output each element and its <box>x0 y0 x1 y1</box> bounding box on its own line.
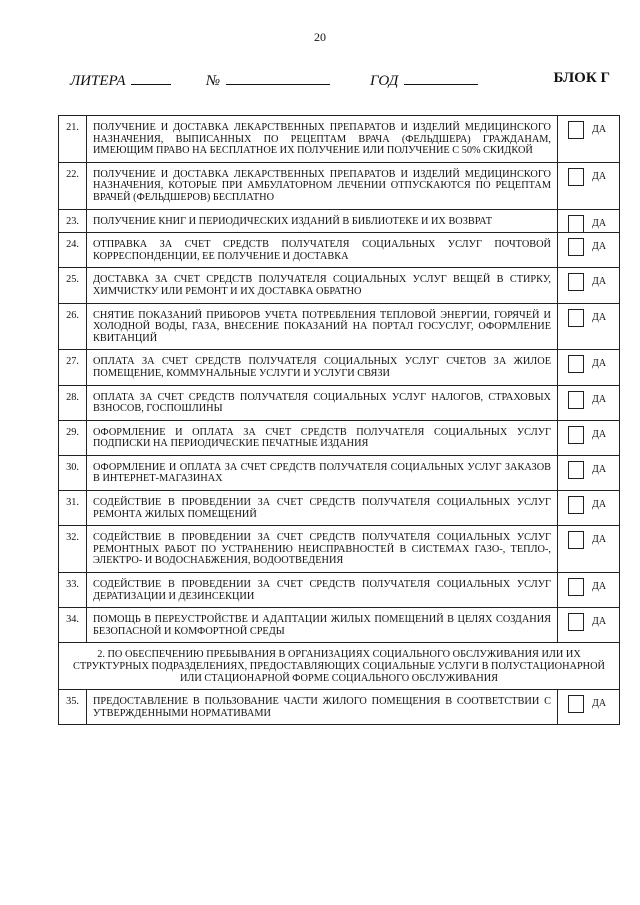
year-field[interactable] <box>370 70 478 90</box>
row-number: 23. <box>59 209 87 233</box>
yes-checkbox[interactable] <box>568 273 584 291</box>
row-checkbox-cell <box>558 573 620 608</box>
row-service-text: ОФОРМЛЕНИЕ И ОПЛАТА ЗА СЧЕТ СРЕДСТВ ПОЛУЧАТЕЛЯ СОЦИАЛЬНЫХ УСЛУГ ПОДПИСКИ НА ПЕРИОДИЧЕСКИЕ ПЕЧАТНЫЕ ИЗДАНИЯ <box>87 420 558 455</box>
yes-label: ДА <box>592 393 607 405</box>
yes-checkbox[interactable] <box>568 531 584 549</box>
yes-label: ДА <box>592 170 607 182</box>
yes-checkbox[interactable] <box>568 168 584 186</box>
yes-label: ДА <box>592 311 607 323</box>
block-label: БЛОК Г <box>553 70 610 86</box>
services-table <box>58 115 620 725</box>
table-row <box>59 420 620 455</box>
yes-label: ДА <box>592 217 607 229</box>
table-row <box>59 303 620 350</box>
row-number: 35. <box>59 690 87 725</box>
row-number: 31. <box>59 491 87 526</box>
row-checkbox-cell <box>558 233 620 268</box>
year-label: ГОД <box>370 73 399 89</box>
yes-label: ДА <box>592 358 607 370</box>
row-service-text: СОДЕЙСТВИЕ В ПРОВЕДЕНИИ ЗА СЧЕТ СРЕДСТВ ПОЛУЧАТЕЛЯ СОЦИАЛЬНЫХ УСЛУГ ДЕРАТИЗАЦИИ И ДЕЗИНСЕКЦИИ <box>87 573 558 608</box>
row-service-text: ПОЛУЧЕНИЕ И ДОСТАВКА ЛЕКАРСТВЕННЫХ ПРЕПАРАТОВ И ИЗДЕЛИЙ МЕДИЦИНСКОГО НАЗНАЧЕНИЯ, ВЫПИСАННЫХ ПО РЕЦЕПТАМ ВРАЧА (ФЕЛЬДШЕРА) ГРАЖДАНАМ, ИМЕЮЩИМ ПРАВО НА БЕСПЛАТНОЕ ИХ ПОЛУЧЕНИЕ ИЛИ ПОЛУЧЕНИЕ С 50% СКИДКОЙ <box>87 116 558 163</box>
row-number: 29. <box>59 420 87 455</box>
table-row <box>59 162 620 209</box>
table-row <box>59 350 620 385</box>
yes-label: ДА <box>592 581 607 593</box>
row-checkbox-cell <box>558 350 620 385</box>
yes-checkbox[interactable] <box>568 695 584 713</box>
row-number: 26. <box>59 303 87 350</box>
litera-blank[interactable] <box>131 70 171 85</box>
row-checkbox-cell <box>558 420 620 455</box>
yes-checkbox[interactable] <box>568 355 584 373</box>
row-number: 27. <box>59 350 87 385</box>
table-row <box>59 491 620 526</box>
table-row <box>59 573 620 608</box>
row-checkbox-cell <box>558 303 620 350</box>
section-row <box>59 643 620 690</box>
yes-checkbox[interactable] <box>568 613 584 631</box>
row-number: 24. <box>59 233 87 268</box>
yes-label: ДА <box>592 124 607 135</box>
yes-label: ДА <box>592 428 607 440</box>
litera-label: ЛИТЕРА <box>70 73 126 89</box>
yes-checkbox[interactable] <box>568 461 584 479</box>
yes-checkbox[interactable] <box>568 578 584 596</box>
row-service-text: СОДЕЙСТВИЕ В ПРОВЕДЕНИИ ЗА СЧЕТ СРЕДСТВ ПОЛУЧАТЕЛЯ СОЦИАЛЬНЫХ УСЛУГ РЕМОНТА ЖИЛЫХ ПОМЕЩЕНИЙ <box>87 491 558 526</box>
row-checkbox-cell <box>558 116 620 163</box>
page-number: 20 <box>314 30 326 44</box>
row-number: 33. <box>59 573 87 608</box>
row-service-text: ОПЛАТА ЗА СЧЕТ СРЕДСТВ ПОЛУЧАТЕЛЯ СОЦИАЛЬНЫХ УСЛУГ НАЛОГОВ, СТРАХОВЫХ ВЗНОСОВ, ГОСПОШЛИНЫ <box>87 385 558 420</box>
yes-label: ДА <box>592 616 607 628</box>
yes-checkbox[interactable] <box>568 309 584 327</box>
yes-checkbox[interactable] <box>568 121 584 139</box>
number-label: № <box>206 73 221 89</box>
yes-label: ДА <box>592 276 607 288</box>
row-number: 32. <box>59 526 87 573</box>
yes-label: ДА <box>592 463 607 475</box>
yes-checkbox[interactable] <box>568 238 584 256</box>
yes-label: ДА <box>592 534 607 546</box>
row-number: 21. <box>59 116 87 163</box>
number-field[interactable] <box>206 70 330 90</box>
table-row <box>59 385 620 420</box>
row-checkbox-cell <box>558 690 620 725</box>
section-title: 2. ПО ОБЕСПЕЧЕНИЮ ПРЕБЫВАНИЯ В ОРГАНИЗАЦИЯХ СОЦИАЛЬНОГО ОБСЛУЖИВАНИЯ ИЛИ ИХ СТРУКТУРНЫХ ПОДРАЗДЕЛЕНИЯХ, ПРЕДОСТАВЛЯЮЩИХ СОЦИАЛЬНЫЕ УСЛУГИ В ПОЛУСТАЦИОНАРНОЙ ИЛИ СТАЦИОНАРНОЙ ФОРМЕ СОЦИАЛЬНОГО ОБСЛУЖИВАНИЯ <box>59 643 620 690</box>
row-service-text: ОТПРАВКА ЗА СЧЕТ СРЕДСТВ ПОЛУЧАТЕЛЯ СОЦИАЛЬНЫХ УСЛУГ ПОЧТОВОЙ КОРРЕСПОНДЕНЦИИ, ЕЕ ПОЛУЧЕНИЕ И ДОСТАВКА <box>87 233 558 268</box>
yes-label: ДА <box>592 499 607 511</box>
row-checkbox-cell <box>558 268 620 303</box>
row-number: 25. <box>59 268 87 303</box>
litera-field[interactable] <box>70 70 171 90</box>
row-number: 28. <box>59 385 87 420</box>
row-number: 30. <box>59 455 87 490</box>
row-service-text: ПОЛУЧЕНИЕ КНИГ И ПЕРИОДИЧЕСКИХ ИЗДАНИЙ В БИБЛИОТЕКЕ И ИХ ВОЗВРАТ <box>87 209 558 233</box>
row-checkbox-cell <box>558 385 620 420</box>
row-checkbox-cell <box>558 608 620 643</box>
row-checkbox-cell <box>558 491 620 526</box>
year-blank[interactable] <box>404 70 478 85</box>
row-checkbox-cell <box>558 162 620 209</box>
row-service-text: ОПЛАТА ЗА СЧЕТ СРЕДСТВ ПОЛУЧАТЕЛЯ СОЦИАЛЬНЫХ УСЛУГ СЧЕТОВ ЗА ЖИЛОЕ ПОМЕЩЕНИЕ, КОММУНАЛЬНЫЕ УСЛУГИ И УСЛУГИ СВЯЗИ <box>87 350 558 385</box>
yes-checkbox[interactable] <box>568 496 584 514</box>
table-row <box>59 268 620 303</box>
row-number: 22. <box>59 162 87 209</box>
row-service-text: ПРЕДОСТАВЛЕНИЕ В ПОЛЬЗОВАНИЕ ЧАСТИ ЖИЛОГО ПОМЕЩЕНИЯ В СООТВЕТСТВИИ С УТВЕРЖДЕННЫМИ НОРМАТИВАМИ <box>87 690 558 725</box>
number-blank[interactable] <box>226 70 330 85</box>
table-row <box>59 116 620 163</box>
table-row <box>59 209 620 233</box>
table-row <box>59 233 620 268</box>
form-header <box>70 70 610 90</box>
row-service-text: ДОСТАВКА ЗА СЧЕТ СРЕДСТВ ПОЛУЧАТЕЛЯ СОЦИАЛЬНЫХ УСЛУГ ВЕЩЕЙ В СТИРКУ, ХИМЧИСТКУ ИЛИ РЕМОНТ И ИХ ДОСТАВКА ОБРАТНО <box>87 268 558 303</box>
yes-label: ДА <box>592 241 607 253</box>
yes-label: ДА <box>592 698 607 710</box>
row-service-text: СНЯТИЕ ПОКАЗАНИЙ ПРИБОРОВ УЧЕТА ПОТРЕБЛЕНИЯ ТЕПЛОВОЙ ЭНЕРГИИ, ГОРЯЧЕЙ И ХОЛОДНОЙ ВОДЫ, ГАЗА, ВНЕСЕНИЕ ПОКАЗАНИЙ НА ПОРТАЛ ГОСУСЛУГ, ОФОРМЛЕНИЕ КВИТАНЦИЙ <box>87 303 558 350</box>
table-row <box>59 690 620 725</box>
row-service-text: СОДЕЙСТВИЕ В ПРОВЕДЕНИИ ЗА СЧЕТ СРЕДСТВ ПОЛУЧАТЕЛЯ СОЦИАЛЬНЫХ УСЛУГ РЕМОНТНЫХ РАБОТ ПО УСТРАНЕНИЮ НЕИСПРАВНОСТЕЙ В СИСТЕМАХ ГАЗО-, ТЕПЛО-, ЭЛЕКТРО- И ВОДОСНАБЖЕНИЯ, ВОДООТВЕДЕНИЯ <box>87 526 558 573</box>
table-row <box>59 455 620 490</box>
table-row <box>59 608 620 643</box>
yes-checkbox[interactable] <box>568 426 584 444</box>
yes-checkbox[interactable] <box>568 215 584 233</box>
yes-checkbox[interactable] <box>568 391 584 409</box>
table-row <box>59 526 620 573</box>
row-checkbox-cell <box>558 455 620 490</box>
row-service-text: ПОЛУЧЕНИЕ И ДОСТАВКА ЛЕКАРСТВЕННЫХ ПРЕПАРАТОВ И ИЗДЕЛИЙ МЕДИЦИНСКОГО НАЗНАЧЕНИЯ, КОТОРЫЕ ПРИ АМБУЛАТОРНОМ ЛЕЧЕНИИ ОТПУСКАЮТСЯ ПО РЕЦЕПТАМ ВРАЧЕЙ (ФЕЛЬДШЕРОВ) БЕСПЛАТНО <box>87 162 558 209</box>
row-checkbox-cell <box>558 526 620 573</box>
row-number: 34. <box>59 608 87 643</box>
row-checkbox-cell <box>558 209 620 233</box>
row-service-text: ОФОРМЛЕНИЕ И ОПЛАТА ЗА СЧЕТ СРЕДСТВ ПОЛУЧАТЕЛЯ СОЦИАЛЬНЫХ УСЛУГ ЗАКАЗОВ В ИНТЕРНЕТ-МАГАЗИНАХ <box>87 455 558 490</box>
row-service-text: ПОМОЩЬ В ПЕРЕУСТРОЙСТВЕ И АДАПТАЦИИ ЖИЛЫХ ПОМЕЩЕНИЙ В ЦЕЛЯХ СОЗДАНИЯ БЕЗОПАСНОЙ И КОМФОРТНОЙ СРЕДЫ <box>87 608 558 643</box>
